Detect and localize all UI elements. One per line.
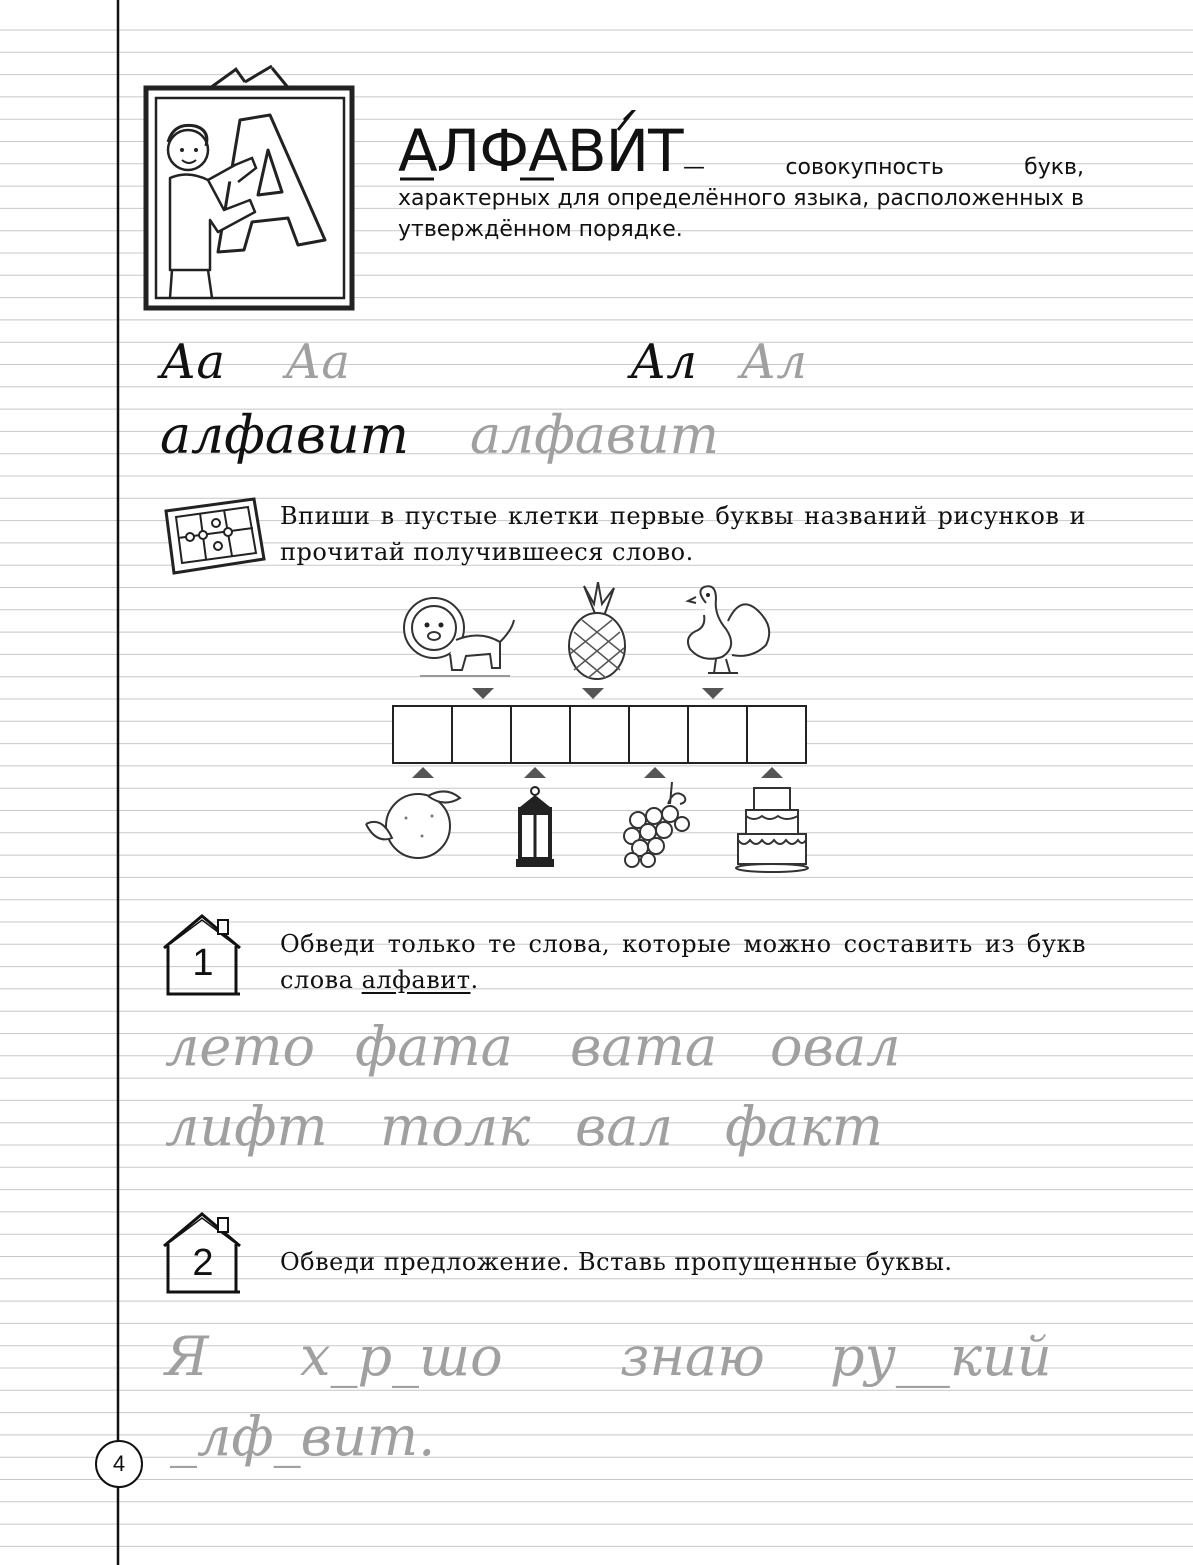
task2-word[interactable]: ру__кий [830, 1325, 1052, 1388]
pineapple-icon [562, 582, 632, 682]
turkey-icon [682, 585, 772, 680]
arrow-up-1 [410, 766, 436, 780]
task1-word[interactable]: факт [725, 1095, 883, 1158]
task2-number: 2 [192, 1242, 214, 1284]
letter-sample-dark: Аа [160, 334, 225, 390]
answer-cell[interactable] [746, 705, 807, 764]
boy-with-letter-picture [140, 60, 360, 315]
lantern-icon [510, 785, 560, 873]
arrow-down-1 [470, 686, 496, 700]
definition-body: совокупность букв, характерных для определённого языка, расположенных в утверждённом порядке. [398, 155, 1084, 242]
arrow-down-2 [580, 686, 606, 700]
answer-cell[interactable] [628, 705, 689, 764]
arrow-down-3 [700, 686, 726, 700]
answer-cell[interactable] [451, 705, 512, 764]
letter-sample-grey: Аа [285, 334, 350, 390]
task1-word[interactable]: вата [570, 1015, 718, 1078]
page-number: 4 [95, 1440, 143, 1488]
task2-text: Обведи предложение. Вставь пропущенные буквы. [280, 1248, 953, 1276]
answer-cell[interactable] [392, 705, 453, 764]
word-sample-grey: алфавит [470, 406, 719, 466]
term-text: АЛФАВИТ [398, 117, 683, 185]
task1-word[interactable]: толк [380, 1095, 531, 1158]
task1-number: 1 [192, 942, 214, 984]
task1-word[interactable]: фата [355, 1015, 513, 1078]
task1-word[interactable]: овал [770, 1015, 901, 1078]
task2-word[interactable]: Я [165, 1325, 209, 1388]
answer-cells [394, 705, 807, 764]
definition-text [398, 152, 1084, 245]
definition-dash: — [683, 155, 705, 180]
puzzle-task-text: Впиши в пустые клетки первые буквы названий рисунков и прочитай получившееся слово. [280, 502, 1086, 566]
task1-text-after: . [470, 966, 479, 994]
answer-cell[interactable] [510, 705, 571, 764]
lion-icon [400, 590, 520, 682]
word-sample-dark: алфавит [160, 406, 409, 466]
arrow-up-4 [759, 766, 785, 780]
orange-icon [362, 788, 462, 860]
grapes-icon [618, 780, 694, 872]
al-sample-grey: Ал [740, 334, 807, 390]
task1-word[interactable]: вал [575, 1095, 674, 1158]
task1-text [280, 926, 1086, 998]
al-sample-dark: Ал [630, 334, 697, 390]
task2-word[interactable]: х_р_шо [300, 1325, 503, 1388]
puzzle-icon [158, 495, 270, 577]
task2-word[interactable]: знаю [620, 1325, 765, 1388]
cake-icon [732, 782, 812, 874]
arrow-up-2 [522, 766, 548, 780]
task1-word[interactable]: лифт [165, 1095, 328, 1158]
task1-word[interactable]: лето [165, 1015, 316, 1078]
task2-line2[interactable]: _лф_вит. [170, 1405, 436, 1468]
task1-underlined-word: алфавит [361, 966, 471, 994]
arrow-up-3 [642, 766, 668, 780]
task1-text-before: Обведи только те слова, которые можно составить из букв слова [280, 930, 1086, 994]
answer-cell[interactable] [569, 705, 630, 764]
answer-cell[interactable] [687, 705, 748, 764]
